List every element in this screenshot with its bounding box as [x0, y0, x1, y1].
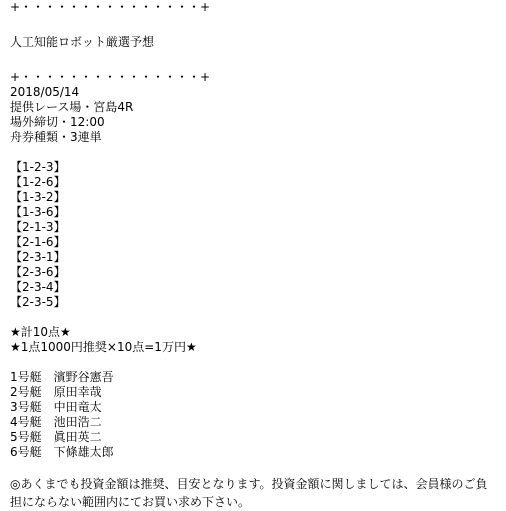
list-item: 5号艇 眞田英二: [10, 430, 102, 444]
picks-list: [10, 160, 500, 310]
list-item: 【1-3-2】: [10, 190, 66, 204]
spacer: [10, 355, 500, 370]
divider-mid: +・・・・・・・・・・・・・・・+: [10, 70, 211, 84]
list-item: 【1-2-3】: [10, 160, 66, 174]
list-item: 【1-3-6】: [10, 205, 66, 219]
list-item: 1号艇 濱野谷憲吾: [10, 370, 114, 384]
email-body: [10, 0, 500, 511]
spacer: [10, 15, 500, 35]
list-item: 【1-2-6】: [10, 175, 66, 189]
spacer: [10, 145, 500, 160]
page-title: 人工知能ロボット厳選予想: [10, 35, 155, 49]
disclaimer-note: ◎あくまでも投資金額は推奨、目安となります。投資金額に関しましては、会員様のご負担にならない範囲内にてお買い求め下さい。: [10, 477, 488, 509]
list-item: 【2-3-5】: [10, 295, 66, 309]
spacer: [10, 460, 500, 475]
race-deadline: 場外締切・12:00: [10, 115, 105, 129]
race-date: 2018/05/14: [10, 85, 80, 99]
list-item: 【2-3-4】: [10, 280, 66, 294]
list-item: 【2-3-6】: [10, 265, 66, 279]
spacer: [10, 310, 500, 325]
summary-total: ★計10点★: [10, 325, 71, 339]
summary-cost: ★1点1000円推奨×10点=1万円★: [10, 340, 197, 354]
list-item: 2号艇 原田幸哉: [10, 385, 102, 399]
race-venue: 提供レース場・宮島4R: [10, 100, 134, 114]
list-item: 【2-1-6】: [10, 235, 66, 249]
list-item: 4号艇 池田浩二: [10, 415, 102, 429]
spacer: [10, 50, 500, 70]
list-item: 6号艇 下條雄太郎: [10, 445, 114, 459]
bet-type: 舟券種類・3連単: [10, 130, 102, 144]
list-item: 【2-1-3】: [10, 220, 66, 234]
divider-top: +・・・・・・・・・・・・・・・+: [10, 0, 211, 14]
list-item: 3号艇 中田竜太: [10, 400, 102, 414]
list-item: 【2-3-1】: [10, 250, 66, 264]
racers-list: [10, 370, 500, 460]
